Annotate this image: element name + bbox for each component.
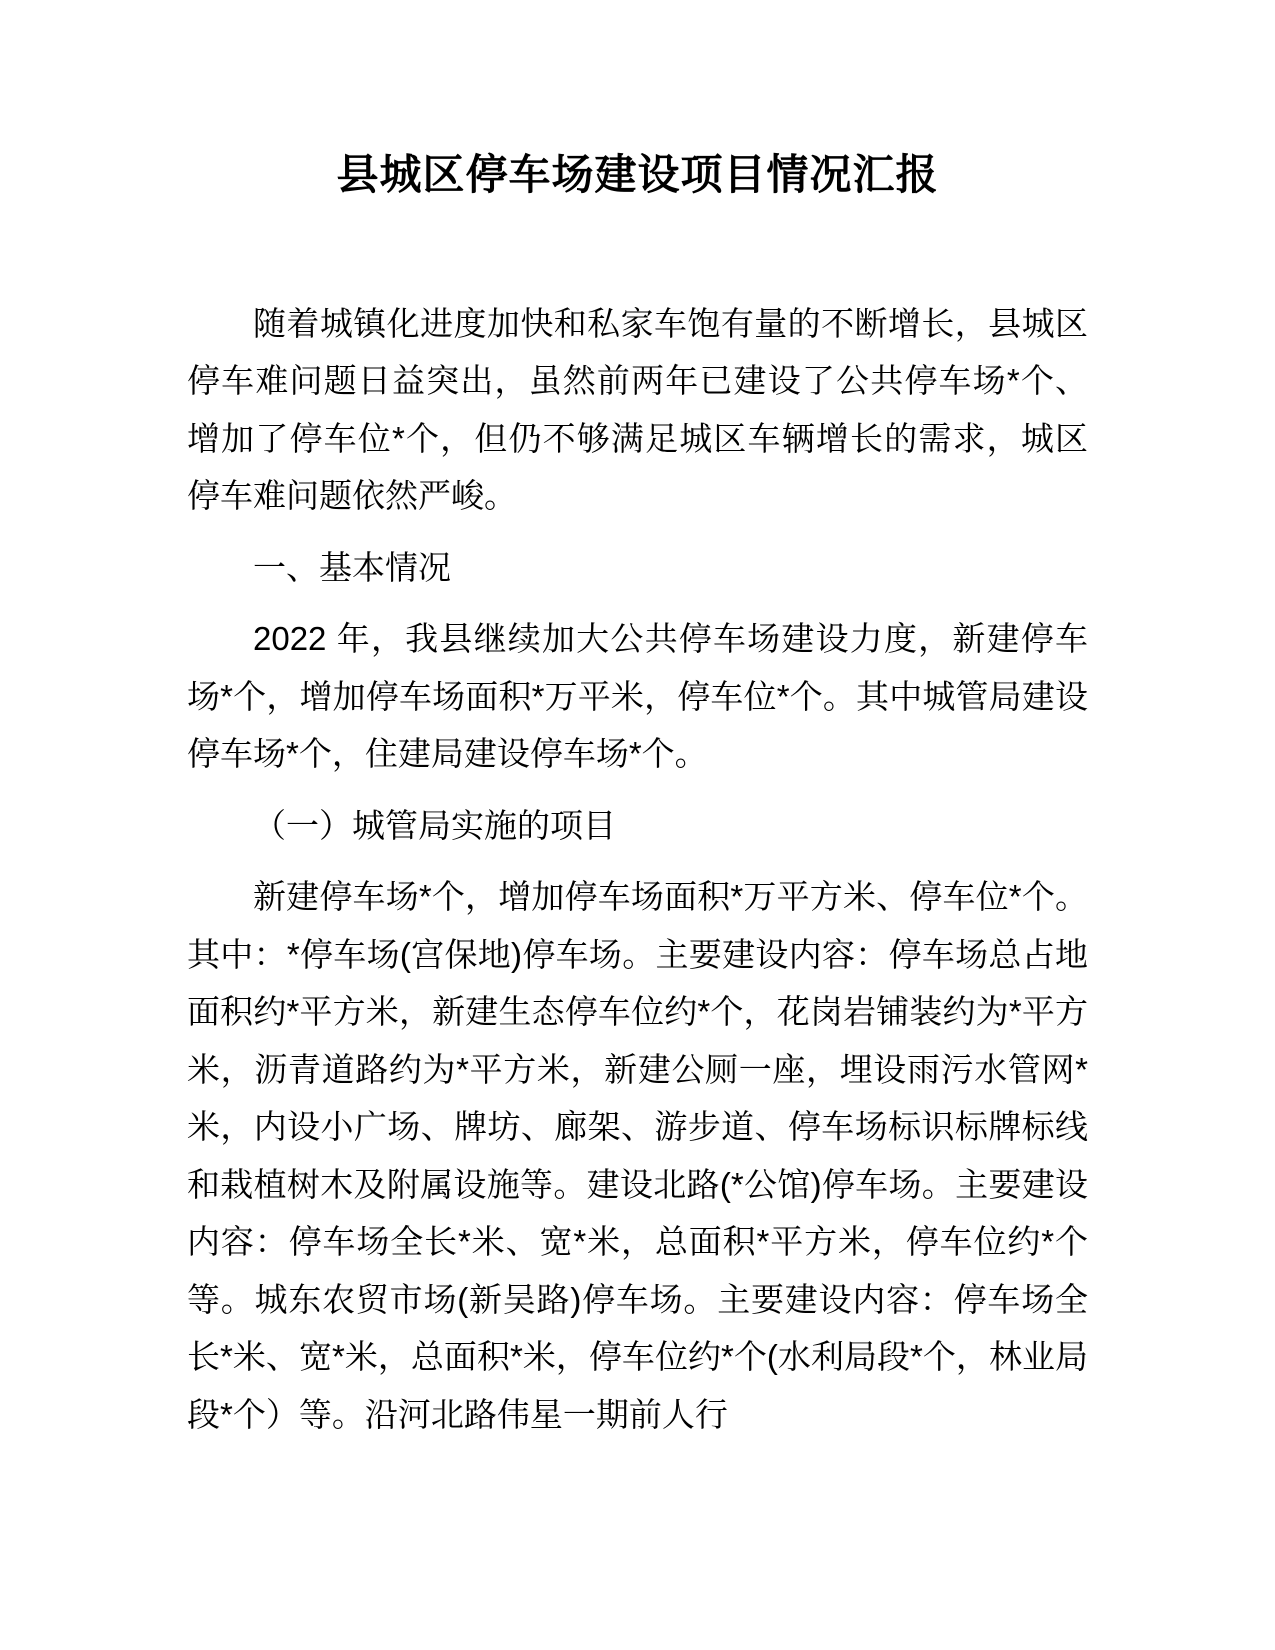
- paragraph-2022-overview: 2022 年，我县继续加大公共停车场建设力度，新建停车场*个，增加停车场面积*万平米，停车位*个。其中城管局建设停车场*个，住建局建设停车场*个。: [187, 620, 1088, 773]
- section-heading-basic-situation: 一、基本情况: [253, 548, 451, 586]
- document-title: 县城区停车场建设项目情况汇报: [336, 151, 939, 198]
- intro-paragraph: 随着城镇化进度加快和私家车饱有量的不断增长，县城区停车难问题日益突出，虽然前两年已建设了公共停车场*个、增加了停车位*个，但仍不够满足城区车辆增长的需求，城区停车难问题依然严峻。: [187, 304, 1088, 515]
- subsection-heading-chengguanju-projects: （一）城管局实施的项目: [253, 806, 616, 844]
- paragraph-project-details: 新建停车场*个，增加停车场面积*万平方米、停车位*个。其中：*停车场(宫保地)停车场。主要建设内容：停车场总占地面积约*平方米，新建生态停车位约*个，花岗岩铺装约为*平方米，沥青道路约为*平方米，新建公厕一座，埋设雨污水管网*米，内设小广场、牌坊、廊架、游步道、停车场标识标牌标线和栽植树木及附属设施等。建设北路(*公馆)停车场。主要建设内容：停车场全长*米、宽*米，总面积*平方米，停车位约*个等。城东农贸市场(新吴路)停车场。主要建设内容：停车场全长*米、宽*米，总面积*米，停车位约*个(水利局段*个，林业局段*个）等。沿河北路伟星一期前人行: [187, 878, 1088, 1433]
